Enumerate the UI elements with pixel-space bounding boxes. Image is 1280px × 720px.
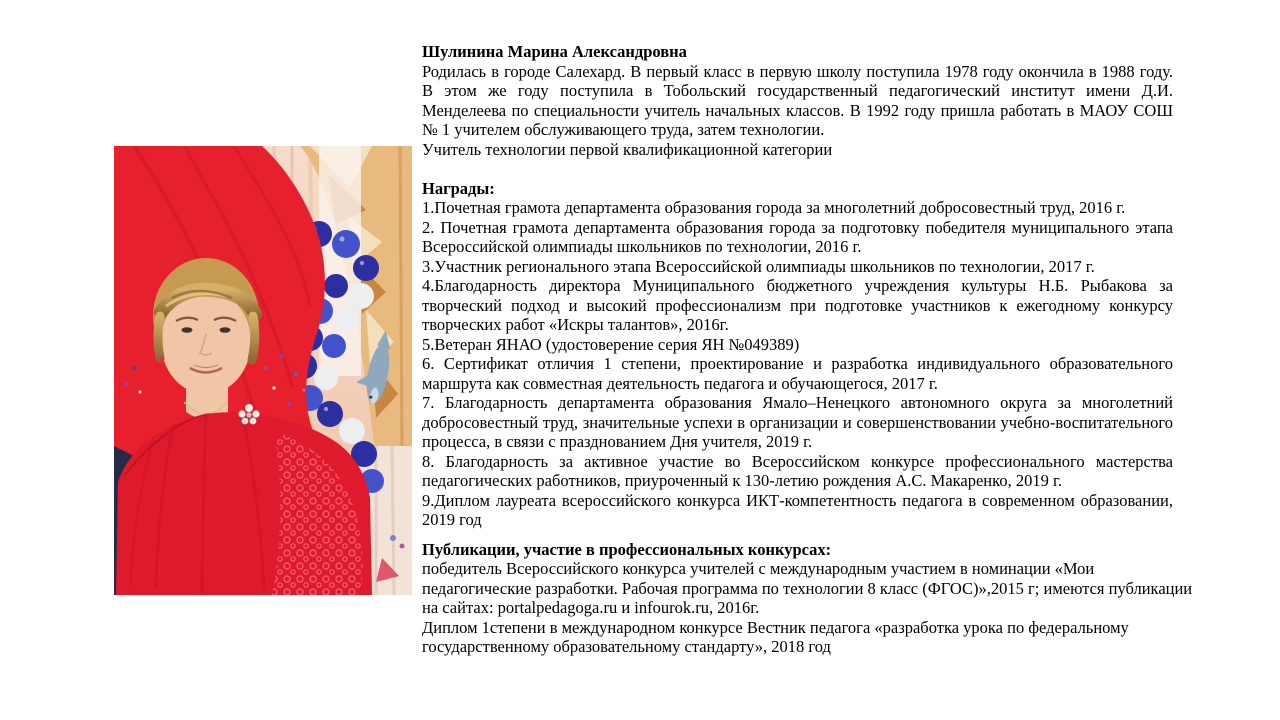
award-item: 3.Участник регионального этапа Всероссийской олимпиады школьников по технологии, 2017 г. [422,256,1095,276]
award-item: 2. Почетная грамота департамента образования города за подготовку победителя муниципального этапа Всероссийской олимпиады школьников по технологии, 2016 г. [422,217,1173,256]
award-item: 6. Сертификат отличия 1 степени, проектирование и разработка индивидуального образовательного маршрута как совместная деятельность педагога и обучающегося, 2017 г. [422,354,1173,393]
spacer [422,159,1173,179]
spacer [422,530,1173,540]
awards-list [422,198,1173,530]
publication-paragraph: Диплом 1степени в международном конкурсе Вестник педагога «разработка урока по федеральному государственному образовательному стандарту», 2018 год [422,617,1129,656]
teacher-photo [114,146,412,595]
teacher-photo-illustration [114,146,412,595]
earring [160,357,165,362]
award-item: 9.Диплом лауреата всероссийского конкурса ИКТ-компетентность педагога в современном образовании, 2019 год [422,490,1173,529]
award-item: 4.Благодарность директора Муниципального бюджетного учреждения культуры Н.Б. Рыбакова за творческий подход и высокий профессионализм при подготовке участников к ежегодному конкурсу творческих работ «Искры талантов», 2016г. [422,276,1173,334]
awards-heading: Награды: [422,178,495,198]
qualification-line: Учитель технологии первой квалификационной категории [422,139,833,159]
profile-text-block [422,42,1193,657]
award-item: 1.Почетная грамота департамента образования города за многолетний добросовестный труд, 2016 г. [422,198,1126,217]
publication-paragraph: победитель Всероссийского конкурса учителей с международным участием в номинации «Мои педагогические разработки. Рабочая программа по технологии 8 класс (ФГОС)»,2015 г; имеются публикации на сайтах: portalpedagoga.ru и infourok.ru, 2016г. [422,559,1193,617]
award-item: 8. Благодарность за активное участие во Всероссийском конкурсе профессионального мастерства педагогических работников, приуроченный к 130-летию рождения А.С. Макаренко, 2019 г. [422,451,1173,490]
award-item: 7. Благодарность департамента образования Ямало–Ненецкого автономного округа за многолетний добросовестный труд, значительные успехи в организации и совершенствовании учебно-воспитательного процесса, в связи с празднованием Дня учителя, 2019 г. [422,393,1173,451]
award-item: 5.Ветеран ЯНАО (удостоверение серия ЯН №049389) [422,334,800,354]
teacher-name: Шулинина Марина Александровна [422,42,687,61]
bio-paragraph: Родилась в городе Салехард. В первый класс в первую школу поступила 1978 году окончила в 1988 году. В этом же году поступила в Тобольский государственный педагогический институт имени Д.И. Менделеева по специальности учитель начальных классов. В 1992 году пришла работать в МАОУ СОШ № 1 учителем обслуживающего труда, затем технологии. [422,61,1173,139]
publications-list [422,559,1193,657]
publications-heading: Публикации, участие в профессиональных конкурсах: [422,539,832,559]
